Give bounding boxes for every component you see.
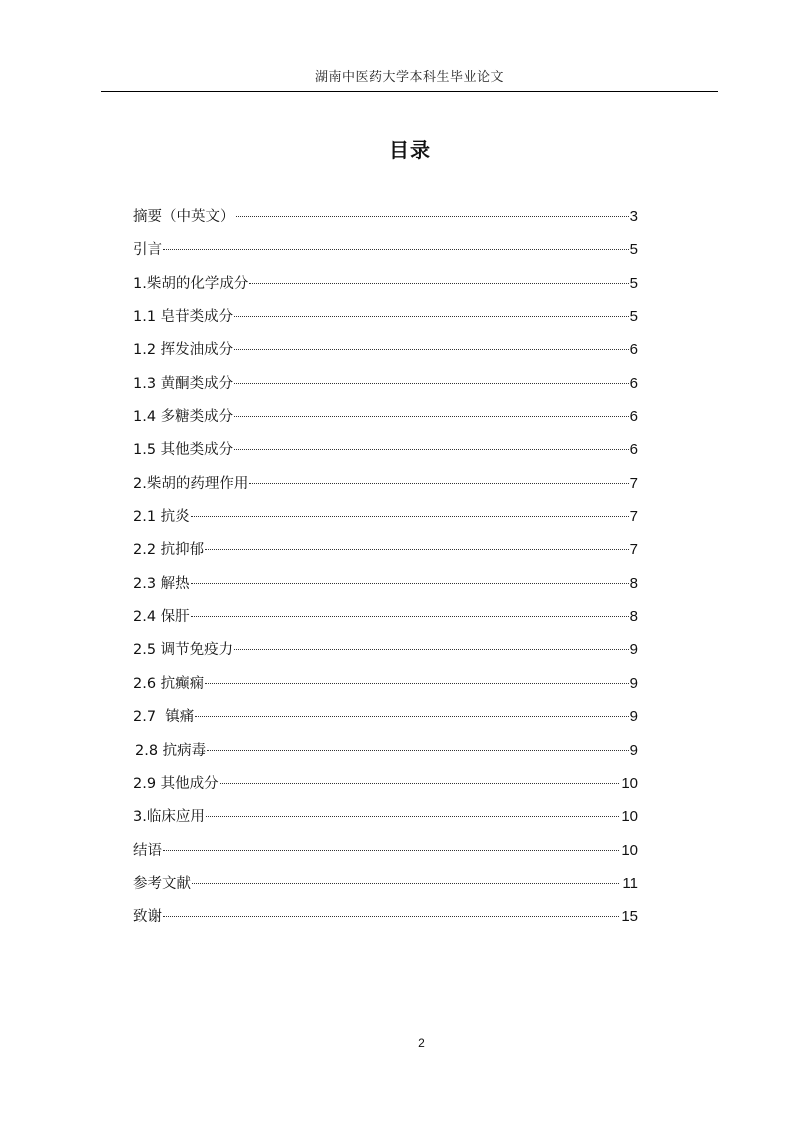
toc-entry-label: 结语 (133, 842, 162, 859)
toc-entry-section-2-7[interactable] (133, 706, 638, 739)
toc-entry-section-1-2[interactable] (133, 339, 638, 372)
toc-leader-dots (205, 683, 628, 684)
page-title: 目录 (389, 138, 431, 162)
toc-entry-page: 10 (621, 808, 638, 826)
toc-entry-section-3[interactable] (133, 806, 638, 839)
toc-entry-acknowledgements[interactable] (133, 906, 638, 939)
toc-entry-section-1-3[interactable] (133, 373, 638, 406)
toc-entry-page: 9 (629, 708, 638, 726)
toc-entry-page: 7 (629, 541, 638, 559)
table-of-contents (133, 206, 638, 940)
toc-leader-dots (163, 249, 629, 250)
toc-leader-dots (234, 383, 628, 384)
running-header: 湖南中医药大学本科生毕业论文 (314, 70, 504, 85)
toc-entry-page: 6 (629, 374, 638, 392)
toc-entry-label: 1.5 其他类成分 (133, 442, 234, 459)
toc-entry-section-2-2[interactable] (133, 539, 638, 572)
toc-leader-dots (249, 283, 628, 284)
toc-entry-page: 10 (621, 841, 638, 859)
toc-entry-references[interactable] (133, 873, 638, 906)
header-divider (101, 91, 718, 92)
toc-entry-label: 2.7 镇痛 (133, 709, 195, 726)
toc-entry-page: 7 (629, 474, 638, 492)
toc-leader-dots (205, 549, 628, 550)
toc-entry-page: 9 (629, 674, 638, 692)
toc-entry-section-1-4[interactable] (133, 406, 638, 439)
page-number: 2 (418, 1036, 425, 1050)
toc-entry-page: 5 (629, 241, 638, 259)
toc-entry-section-1-1[interactable] (133, 306, 638, 339)
toc-entry-page: 5 (629, 308, 638, 326)
toc-entry-label: 参考文献 (133, 875, 191, 892)
toc-entry-label: 2.柴胡的药理作用 (133, 475, 249, 492)
toc-leader-dots (249, 483, 628, 484)
toc-entry-label: 2.1 抗炎 (133, 509, 190, 526)
toc-entry-label: 摘要（中英文） (133, 209, 235, 225)
toc-leader-dots (234, 449, 628, 450)
toc-leader-dots (192, 883, 619, 884)
toc-entry-page: 8 (629, 574, 638, 592)
toc-leader-dots (236, 216, 629, 217)
toc-entry-section-2-3[interactable] (133, 573, 638, 606)
toc-entry-label: 2.5 调节免疫力 (133, 642, 234, 659)
toc-entry-page: 8 (629, 608, 638, 626)
toc-entry-label: 2.8 抗病毒 (135, 742, 207, 759)
toc-entry-page: 6 (629, 408, 638, 426)
toc-entry-page: 5 (629, 274, 638, 292)
toc-entry-section-2[interactable] (133, 473, 638, 506)
toc-entry-page: 3 (629, 208, 638, 225)
toc-leader-dots (195, 716, 628, 717)
toc-leader-dots (163, 916, 619, 917)
toc-entry-conclusion[interactable] (133, 840, 638, 873)
toc-leader-dots (207, 750, 628, 751)
toc-entry-label: 致谢 (133, 909, 162, 926)
toc-leader-dots (206, 816, 619, 817)
toc-entry-page: 6 (629, 341, 638, 359)
toc-entry-section-2-1[interactable] (133, 506, 638, 539)
toc-leader-dots (163, 850, 619, 851)
toc-leader-dots (234, 649, 628, 650)
toc-entry-label: 2.6 抗癫痫 (133, 675, 205, 692)
toc-entry-section-2-5[interactable] (133, 639, 638, 672)
toc-entry-label: 1.4 多糖类成分 (133, 409, 234, 426)
toc-entry-label: 1.2 挥发油成分 (133, 342, 234, 359)
toc-entry-label: 3.临床应用 (133, 809, 205, 826)
toc-entry-label: 1.1 皂苷类成分 (133, 309, 234, 326)
toc-entry-page: 7 (629, 508, 638, 526)
toc-leader-dots (234, 416, 628, 417)
toc-leader-dots (220, 783, 619, 784)
toc-entry-label: 1.3 黄酮类成分 (133, 375, 234, 392)
toc-entry-page: 9 (629, 641, 638, 659)
toc-entry-page: 6 (629, 441, 638, 459)
toc-entry-section-2-6[interactable] (133, 673, 638, 706)
toc-entry-page: 10 (621, 774, 638, 792)
toc-leader-dots (191, 516, 629, 517)
toc-entry-label: 2.3 解热 (133, 575, 190, 592)
toc-entry-section-2-8[interactable] (133, 740, 638, 773)
toc-entry-section-1[interactable] (133, 273, 638, 306)
toc-entry-section-2-9[interactable] (133, 773, 638, 806)
toc-entry-label: 1.柴胡的化学成分 (133, 275, 249, 292)
toc-leader-dots (234, 316, 628, 317)
toc-entry-label: 2.9 其他成分 (133, 775, 219, 792)
toc-entry-label: 引言 (133, 242, 162, 259)
toc-entry-page: 15 (621, 908, 638, 926)
toc-entry-page: 9 (629, 741, 638, 759)
toc-entry-label: 2.2 抗抑郁 (133, 542, 205, 559)
toc-entry-abstract[interactable] (133, 206, 638, 239)
toc-entry-introduction[interactable] (133, 239, 638, 272)
toc-leader-dots (191, 616, 629, 617)
toc-entry-section-1-5[interactable] (133, 439, 638, 472)
toc-leader-dots (234, 349, 628, 350)
toc-entry-label: 2.4 保肝 (133, 609, 190, 626)
toc-entry-section-2-4[interactable] (133, 606, 638, 639)
toc-leader-dots (191, 583, 629, 584)
toc-entry-page: 11 (622, 874, 638, 892)
